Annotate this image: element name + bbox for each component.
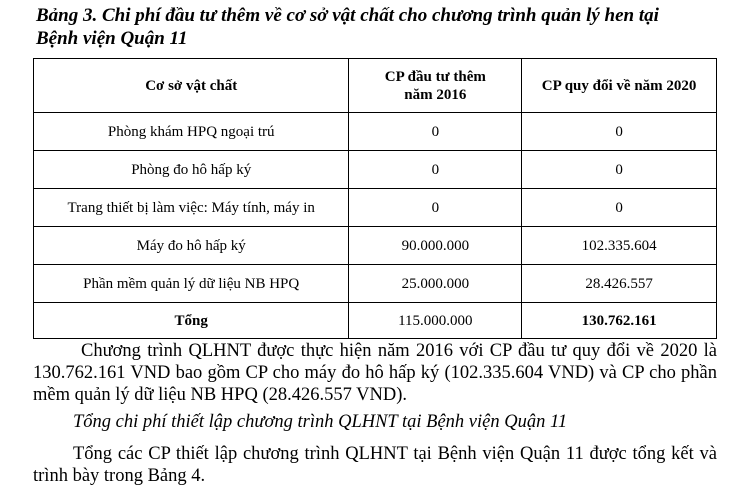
table-row (34, 265, 717, 303)
row-cost-2016: 0 (349, 113, 522, 151)
caption-line-2: Bệnh viện Quận 11 (36, 28, 188, 49)
caption-line-1: Bảng 3. Chi phí đầu tư thêm về cơ sở vật chất cho chương trình quản lý hen tại (36, 5, 659, 26)
row-cost-2016: 0 (349, 151, 522, 189)
table-row (34, 227, 717, 265)
row-item: Phòng khám HPQ ngoại trú (34, 113, 349, 151)
table-row (34, 113, 717, 151)
table-row (34, 151, 717, 189)
header-cost-2020: CP quy đổi về năm 2020 (522, 59, 717, 113)
row-cost-2020: 0 (522, 189, 717, 227)
row-cost-2020: 102.335.604 (522, 227, 717, 265)
section-heading: Tổng chi phí thiết lập chương trình QLHNT tại Bệnh viện Quận 11 (73, 412, 568, 432)
row-cost-2016: 25.000.000 (349, 265, 522, 303)
row-item: Phòng đo hô hấp ký (34, 151, 349, 189)
body-paragraph-1: Chương trình QLHNT được thực hiện năm 2016 với CP đầu tư quy đổi về 2020 là 130.762.161 VND bao gồm CP cho máy đo hô hấp ký (102.335.604 VND) và CP cho phần mềm quản lý dữ liệu NB HPQ (28.426.557 VND). (33, 341, 717, 405)
table-caption (36, 4, 716, 50)
total-cost-2020: 130.762.161 (522, 303, 717, 339)
row-cost-2020: 0 (522, 151, 717, 189)
total-label: Tổng (34, 303, 349, 339)
header-facility: Cơ sở vật chất (34, 59, 349, 113)
total-cost-2016: 115.000.000 (349, 303, 522, 339)
body-paragraph-2: Tổng các CP thiết lập chương trình QLHNT tại Bệnh viện Quận 11 được tổng kết và trình bày trong Bảng 4. (33, 444, 717, 486)
row-cost-2020: 28.426.557 (522, 265, 717, 303)
row-cost-2016: 0 (349, 189, 522, 227)
header-cost-2016: CP đầu tư thêm năm 2016 (349, 59, 522, 113)
row-cost-2020: 0 (522, 113, 717, 151)
row-item: Trang thiết bị làm việc: Máy tính, máy in (34, 189, 349, 227)
table-total-row (34, 303, 717, 339)
table-row (34, 189, 717, 227)
row-item: Phần mềm quản lý dữ liệu NB HPQ (34, 265, 349, 303)
table-header-row (34, 59, 717, 113)
row-item: Máy đo hô hấp ký (34, 227, 349, 265)
cost-table (33, 58, 717, 339)
row-cost-2016: 90.000.000 (349, 227, 522, 265)
